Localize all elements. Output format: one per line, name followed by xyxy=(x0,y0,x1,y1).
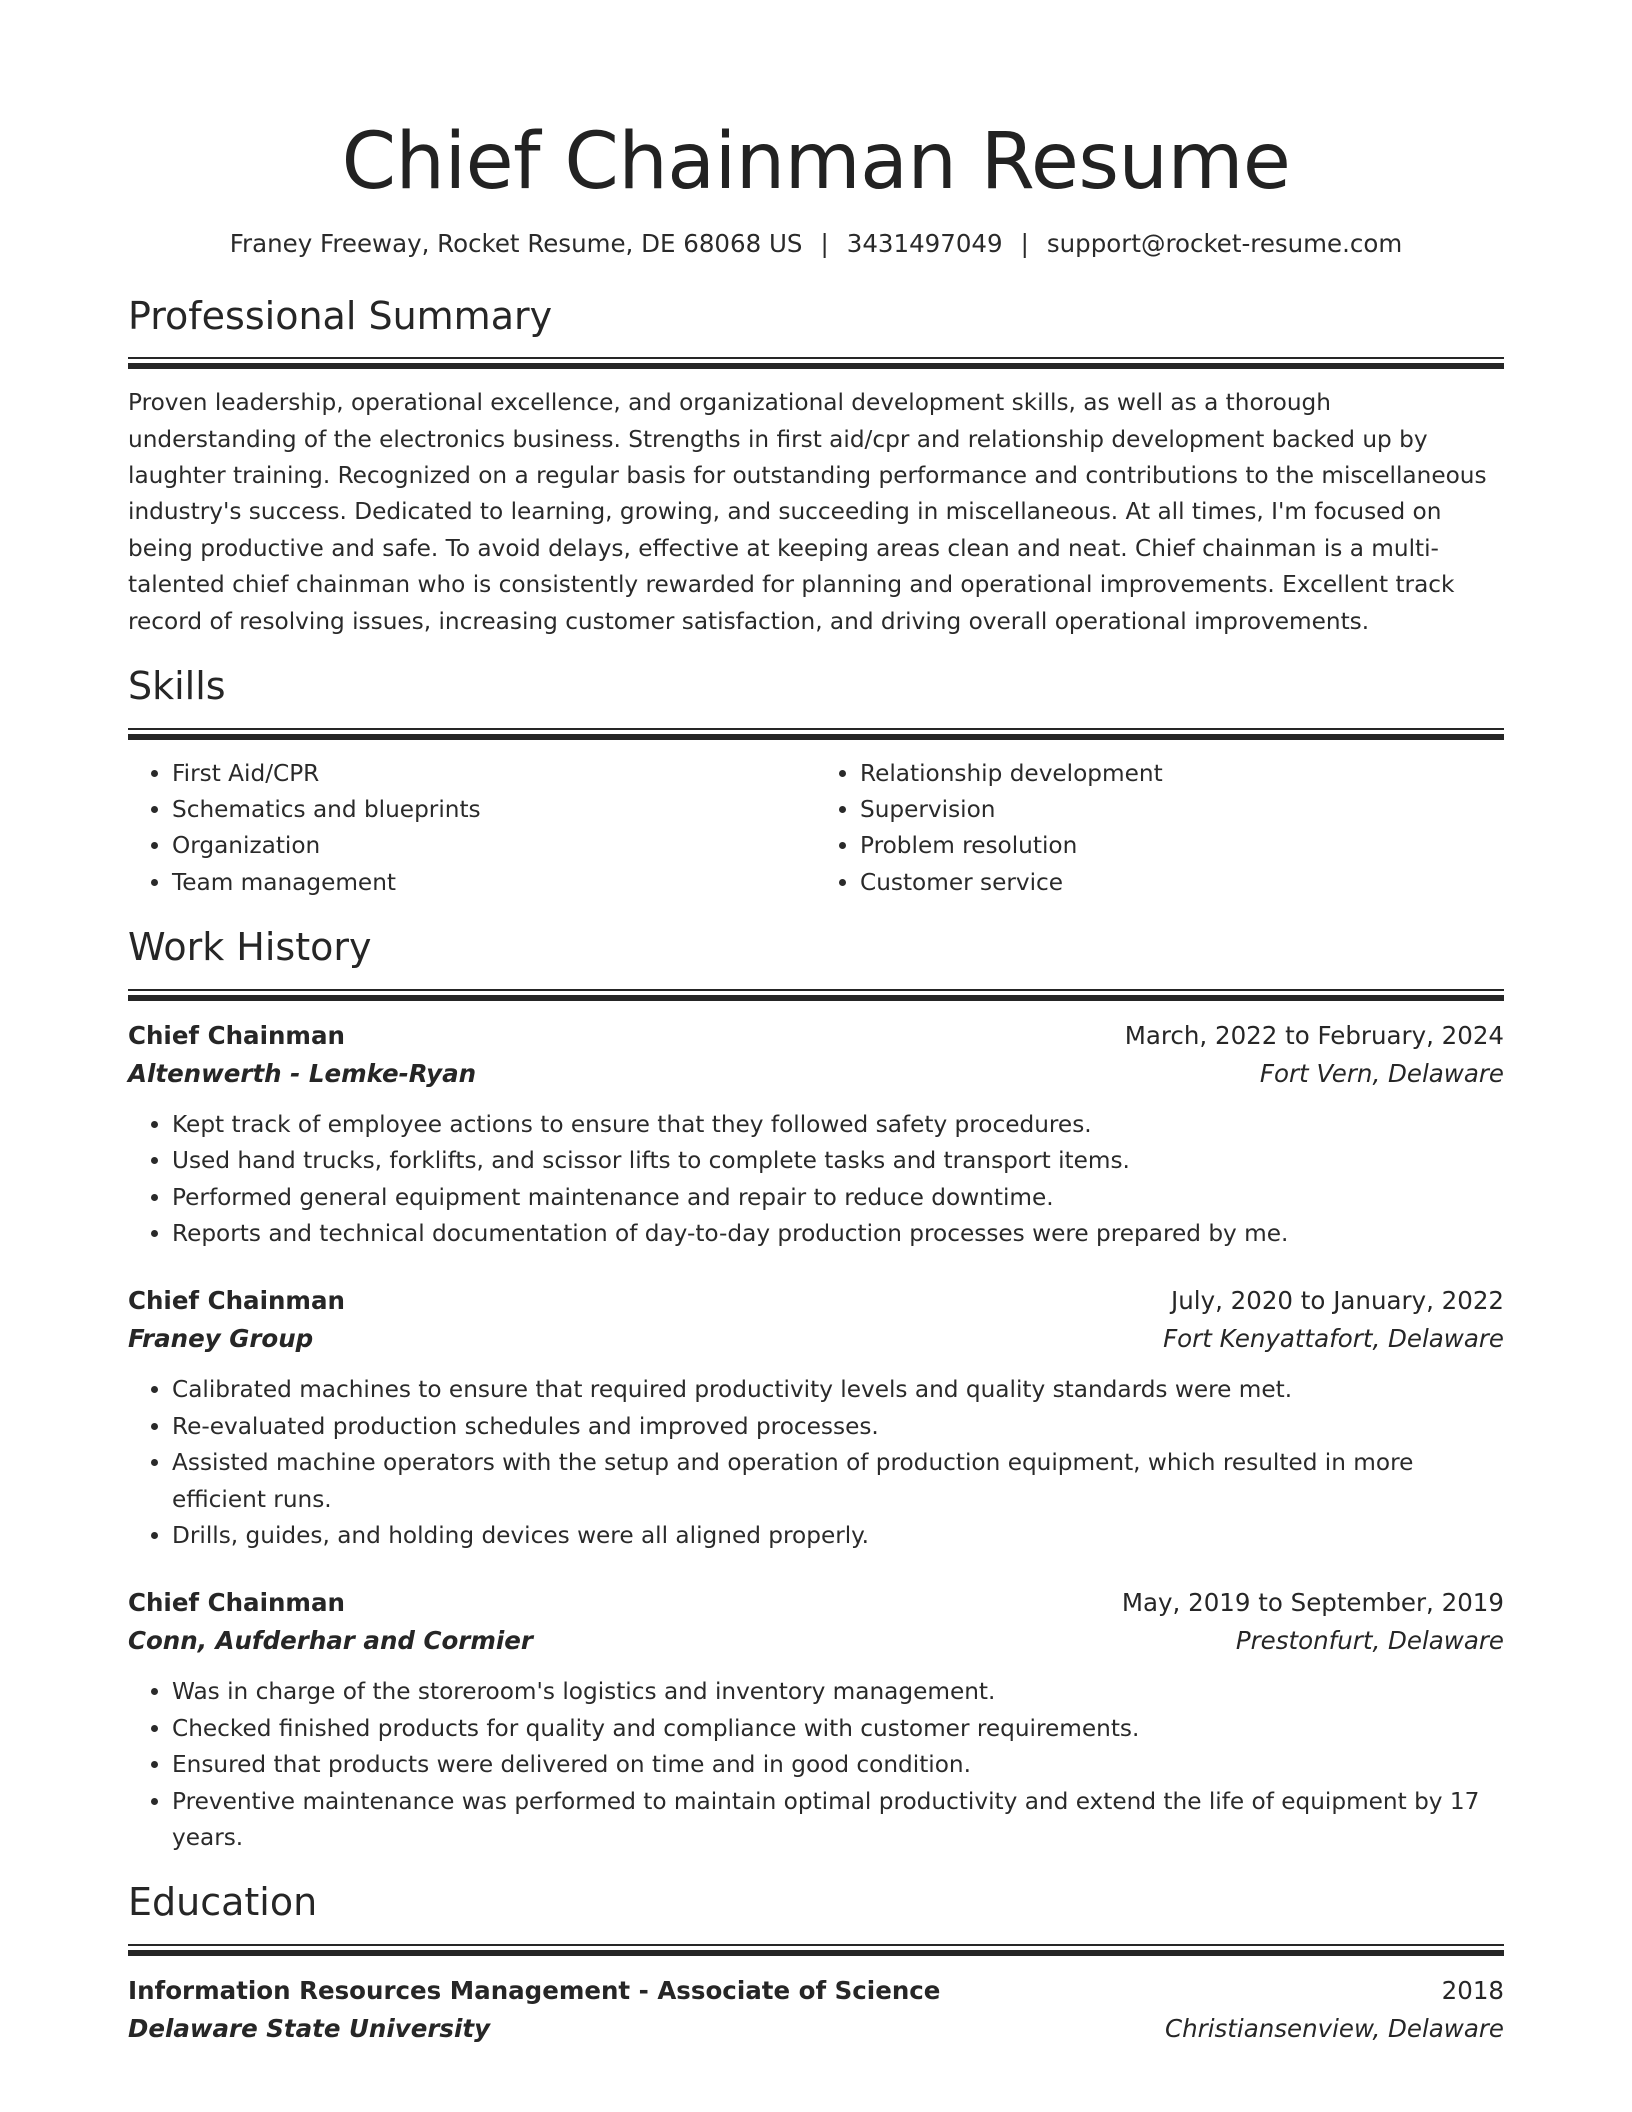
skill-item: • Organization xyxy=(172,828,816,864)
section-divider xyxy=(128,1944,1504,1956)
job-title: Chief Chainman xyxy=(128,1286,345,1316)
education-degree: Information Resources Management - Associate of Science xyxy=(128,1976,941,2006)
skills-section xyxy=(128,664,1504,901)
job-location: Fort Vern, Delaware xyxy=(1259,1058,1504,1088)
skill-item: • Problem resolution xyxy=(860,828,1504,864)
job-bullets xyxy=(128,1372,1504,1554)
education-school-row xyxy=(128,2010,1504,2048)
summary-text: Proven leadership, operational excellence, and organizational development skills, as well as a thorough understanding of the electronics business. Strengths in first aid/cpr and relationship development backed up by laughter training. Recognized on a regular basis for outstanding performance and contributions to the miscellaneous industry's success. Dedicated to learning, growing, and succeeding in miscellaneous. At all times, I'm focused on being productive and safe. To avoid delays, effective at keeping areas clean and neat. Chief chainman is a multi-talented chief chainman who is consistently rewarded for planning and operational improvements. Excellent track record of resolving issues, increasing customer satisfaction, and driving overall operational improvements. xyxy=(128,389,1487,635)
skills-right-column xyxy=(816,756,1504,902)
contact-email: support@rocket-resume.com xyxy=(1046,228,1403,258)
education-year: 2018 xyxy=(1441,1976,1504,2006)
section-divider xyxy=(128,357,1504,369)
contact-address: Franey Freeway, Rocket Resume, DE 68068 US xyxy=(229,228,803,258)
skill-item: • Customer service xyxy=(860,865,1504,901)
job-bullet: • Ensured that products were delivered on time and in good condition. xyxy=(172,1747,1504,1783)
skill-item: • Relationship development xyxy=(860,756,1504,792)
skills-left-column xyxy=(128,756,816,902)
education-section xyxy=(128,1880,1504,2048)
job-dates: March, 2022 to February, 2024 xyxy=(1124,1020,1504,1050)
job-location: Fort Kenyattafort, Delaware xyxy=(1163,1324,1504,1354)
job-header-row xyxy=(128,1017,1504,1055)
job-bullet: • Reports and technical documentation of day-to-day production processes were prepared by me. xyxy=(172,1216,1504,1252)
job-bullets xyxy=(128,1674,1504,1856)
job-bullet: • Was in charge of the storeroom's logistics and inventory management. xyxy=(172,1674,1504,1710)
skills-heading: Skills xyxy=(128,663,226,708)
job-bullet: • Re-evaluated production schedules and improved processes. xyxy=(172,1409,1504,1445)
job-entry xyxy=(128,1282,1504,1554)
skill-item: • Schematics and blueprints xyxy=(172,792,816,828)
job-company-row xyxy=(128,1055,1504,1093)
contact-separator: | xyxy=(1020,228,1029,258)
education-heading: Education xyxy=(128,1880,318,1925)
job-title: Chief Chainman xyxy=(128,1020,345,1050)
job-dates: July, 2020 to January, 2022 xyxy=(1171,1286,1504,1316)
job-bullet: • Performed general equipment maintenance and repair to reduce downtime. xyxy=(172,1180,1504,1216)
job-company: Conn, Aufderhar and Cormier xyxy=(128,1626,533,1656)
contact-line xyxy=(128,228,1504,260)
job-header-row xyxy=(128,1282,1504,1320)
page-title: Chief Chainman Resume xyxy=(341,117,1291,207)
job-bullet: • Kept track of employee actions to ensure that they followed safety procedures. xyxy=(172,1107,1504,1143)
job-dates: May, 2019 to September, 2019 xyxy=(1121,1588,1504,1618)
contact-separator: | xyxy=(820,228,829,258)
skill-item: • First Aid/CPR xyxy=(172,756,816,792)
job-company: Altenwerth - Lemke-Ryan xyxy=(128,1058,477,1088)
job-location: Prestonfurt, Delaware xyxy=(1235,1626,1504,1656)
job-company-row xyxy=(128,1622,1504,1660)
skill-item: • Team management xyxy=(172,865,816,901)
skills-columns xyxy=(128,756,1504,902)
work-heading: Work History xyxy=(128,925,372,970)
job-bullet: • Drills, guides, and holding devices were all aligned properly. xyxy=(172,1518,1504,1554)
job-bullet: • Calibrated machines to ensure that required productivity levels and quality standards were met. xyxy=(172,1372,1504,1408)
job-entry xyxy=(128,1017,1504,1253)
job-title: Chief Chainman xyxy=(128,1588,345,1618)
job-company-row xyxy=(128,1320,1504,1358)
summary-heading: Professional Summary xyxy=(128,293,553,338)
skill-item: • Supervision xyxy=(860,792,1504,828)
job-header-row xyxy=(128,1584,1504,1622)
education-header-row xyxy=(128,1972,1504,2010)
job-bullets xyxy=(128,1107,1504,1253)
education-school: Delaware State University xyxy=(128,2014,491,2044)
summary-section xyxy=(128,294,1504,640)
job-company: Franey Group xyxy=(128,1324,314,1354)
job-bullet: • Used hand trucks, forklifts, and scissor lifts to complete tasks and transport items. xyxy=(172,1143,1504,1179)
job-bullet: • Checked finished products for quality and compliance with customer requirements. xyxy=(172,1711,1504,1747)
contact-phone: 3431497049 xyxy=(846,228,1003,258)
job-bullet: • Assisted machine operators with the setup and operation of production equipment, which resulted in more efficient runs. xyxy=(172,1445,1504,1518)
job-bullet: • Preventive maintenance was performed to maintain optimal productivity and extend the life of equipment by 17 years. xyxy=(172,1784,1504,1857)
job-entry xyxy=(128,1584,1504,1856)
section-divider xyxy=(128,989,1504,1001)
work-section xyxy=(128,925,1504,1856)
education-location: Christiansenview, Delaware xyxy=(1165,2014,1504,2044)
section-divider xyxy=(128,728,1504,740)
